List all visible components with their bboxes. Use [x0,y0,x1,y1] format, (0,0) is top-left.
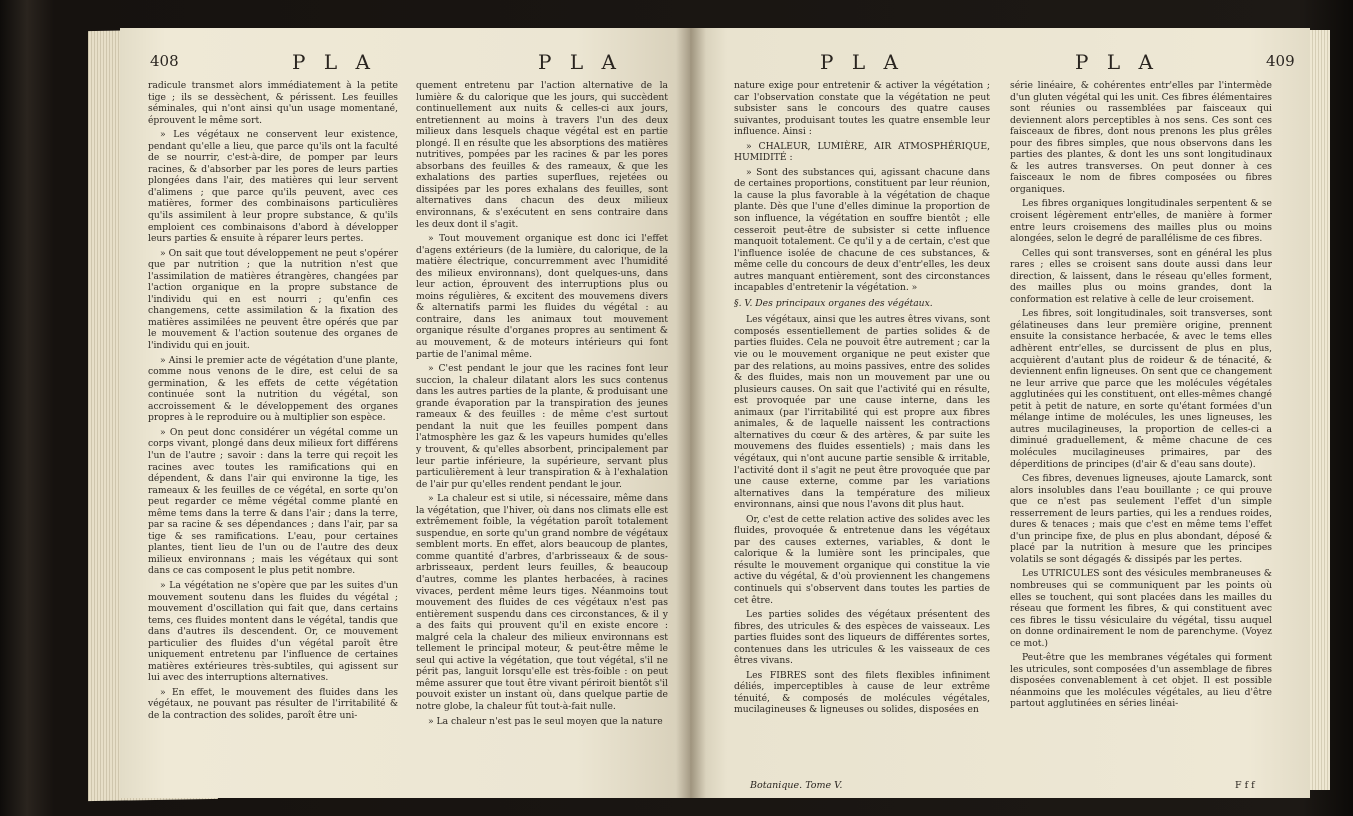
paragraph: Ces fibres, devenues ligneuses, ajoute Lamarck, sont alors insolubles dans l'eau bouillante ; ce qui prouve que ce n'est pas seulement l'effet d'un simple resserrement de leurs parties, qui les a rendues roides, dures & tenaces ; mais que c'est en même tems l'effet d'un principe fixe, de plus en plus abondant, déposé & placé par la nutrition à mesure que les principes volatils se sont dégagés & dissipés par les pertes. [1010,473,1272,565]
running-head: P L A [820,50,904,74]
paragraph: » On peut donc considérer un végétal comme un corps vivant, plongé dans deux milieux fort différens l'un de l'autre ; savoir : dans la terre qui reçoit les racines avec toutes les ramifications qui en dépendent, & dans l'air qui environne la tige, les rameaux & les feuilles de ce végétal, en sorte qu'on peut regarder ce même végétal comme planté en même tems dans la terre & dans l'air ; dans la terre, par sa racine & ses dépendances ; dans l'air, par sa tige & ses ramifications. L'eau, pour certaines plantes, tient lieu de l'un ou de l'autre des deux milieux environnans ; mais les végétaux qui sont dans ce cas composent le plus petit nombre. [148,426,398,577]
paragraph: » C'est pendant le jour que les racines font leur succion, la chaleur dilatant alors les sucs contenus dans les autres parties de la plante, & produisant une grande évaporation par la transpiration des jeunes rameaux & des feuilles : de même c'est surtout pendant la nuit que les feuilles pompent dans l'atmosphère les gaz & les vapeurs humides qu'elles y trouvent, & qu'elles absorbent, principalement par leur partie inférieure, la supérieure, servant plus particulièrement à leur transpiration & à l'exhalation de l'air pur qu'elles rendent pendant le jour. [416,363,668,490]
left-page [120,28,690,798]
text-column-2 [1010,80,1272,788]
paragraph: Les UTRICULES sont des vésicules membraneuses & nombreuses qui se communiquent par les points où elles se touchent, qui sont placées dans les mailles du réseau que forment les fibres, & qui constituent avec ces fibres le tissu vésiculaire du végétal, tissu auquel on donne ordinairement le nom de parenchyme. (Voyez ce mot.) [1010,568,1272,649]
paragraph: » CHALEUR, LUMIÈRE, AIR ATMOSPHÉRIQUE, HUMIDITÉ : [734,140,990,164]
paragraph: Or, c'est de cette relation active des solides avec les fluides, provoquée & entretenue dans les végétaux par des causes externes, variables, & dont le calorique & la lumière sont les principales, que résulte le mouvement organique qui constitue la vie active du végétal, & d'où proviennent les changemens continuels qui s'observent dans toutes les parties de cet être. [734,513,990,606]
footer-signature: F f f [1235,780,1255,791]
running-head-col2: P L A [1075,50,1159,74]
paragraph: » Tout mouvement organique est donc ici l'effet d'agens extérieurs (de la lumière, du calorique, de la matière électrique, concurremment avec l'humidité des milieux environnans), dont quelques-uns, dans leur action, éprouvent des interruptions plus ou moins régulières, & excitent des mouvemens divers & alternatifs parmi les fluides du végétal : au contraire, dans les animaux tout mouvement organique résulte d'organes propres au sentiment & au mouvement, & de moteurs intérieurs qui font partie de l'animal même. [416,233,668,360]
page-number: 408 [150,52,179,70]
text-column-1 [734,80,990,788]
paragraph: Peut-être que les membranes végétales qui forment les utricules, sont composées d'un assemblage de fibres disposées convenablement à cet objet. Il est possible néanmoins que les molécules végétales, au lieu d'être partout agglutinées en séries linéai- [1010,652,1272,710]
paragraph: Celles qui sont transverses, sont en général les plus rares ; elles se croisent sans doute aussi dans leur direction, & laissent, dans le réseau qu'elles forment, des mailles plus ou moins grandes, dont la conformation est relative à celle de leur croisement. [1010,247,1272,305]
paragraph: » La végétation ne s'opère que par les suites d'un mouvement soutenu dans les fluides du végétal ; mouvement d'oscillation qui fait que, dans certains tems, ces fluides montent dans le végétal, tandis que dans d'autres ils descendent. Or, ce mouvement particulier des fluides d'un végétal paroît être uniquement entretenu par l'influence de certaines matières extérieures très-subtiles, qui agissent sur lui avec des interruptions alternatives. [148,579,398,684]
footer-volume: Botanique. Tome V. [750,780,843,791]
paragraph: nature exige pour entretenir & activer la végétation ; car l'observation constate que la végétation ne peut subsister sans le concours des quatre causes suivantes, produisant toutes les quatre ensemble leur influence. Ainsi : [734,80,990,138]
paragraph: Les végétaux, ainsi que les autres êtres vivans, sont composés essentiellement de parties solides & de parties fluides. Cela ne pouvoit être autrement ; car la vie ou le mouvement organique ne peut exister que par des relations, au moins passives, entre des solides & des fluides, mais non un mouvement par une ou plusieurs causes. On sait que l'activité qui en résulte, est provoquée par une cause interne, dans les animaux (par l'irritabilité qui est propre aux fibres animales, & de laquelle naissent les contractions alternatives du cœur & des artères, & par suite les mouvemens des fluides essentiels) ; mais dans les végétaux, qui n'ont aucune partie sensible & irritable, l'activité dont il s'agit ne peut être provoquée que par une cause externe, comme par les variations alternatives dans la température des milieux environnans, ainsi que nous l'avons dit plus haut. [734,314,990,511]
paragraph: » La chaleur est si utile, si nécessaire, même dans la végétation, que l'hiver, où dans nos climats elle est extrêmement foible, la végétation paroît totalement suspendue, en sorte qu'un grand nombre de végétaux semblent morts. En effet, alors beaucoup de plantes, comme quantité d'arbres, d'arbrisseaux & de sous-arbrisseaux, perdent leurs feuilles, & beaucoup d'autres, comme les plantes herbacées, à racines vivaces, perdent même leurs tiges. Néanmoins tout mouvement des fluides de ces végétaux n'est pas entièrement suspendu dans ces circonstances, & il y a des faits qui prouvent qu'il en existe encore : malgré cela la chaleur des milieux environnans est tellement le principal moteur, & peut-être même le seul qui active la végétation, que tout végétal, s'il ne périt pas, languit lorsqu'elle est très-foible : on peut même assurer que tout être vivant périroit bientôt s'il pouvoit exister un instant où, dans quelque partie de notre globe, la chaleur fût tout-à-fait nulle. [416,493,668,712]
running-head: P L A [292,50,376,74]
paragraph: » Sont des substances qui, agissant chacune dans de certaines proportions, constituent par leur réunion, la cause la plus favorable à la végétation de chaque plante. Dès que l'une d'elles diminue la proportion de son influence, la végétation en souffre bientôt ; elle cesseroit peut-être de subsister si cette influence manquoit totalement. Ce qu'il y a de certain, c'est que l'influence isolée de chacune de ces substances, & même celle du concours de deux d'entr'elles, les deux autres manquant entièrement, sont des circonstances incapables d'entretenir la végétation. » [734,166,990,294]
paragraph: » On sait que tout développement ne peut s'opérer que par nutrition ; que la nutrition n'est que l'assimilation de matières étrangères, changées par l'action organique en la propre substance de l'individu qui en est nourri ; qu'enfin ces changemens, cette assimilation & la fixation des matières assimilées ne peuvent être opérés que par le mouvement & l'action soutenue des organes de l'individu qui en jouit. [148,247,398,352]
paragraph: §. V. Des principaux organes des végétaux. [734,297,933,309]
paragraph: Les fibres, soit longitudinales, soit transverses, sont gélatineuses dans leur première origine, prennent ensuite la consistance herbacée, & avec le tems elles adhèrent entr'elles, se durcissent de plus en plus, acquièrent d'autant plus de roideur & de ténacité, & deviennent enfin ligneuses. On sent que ce changement ne leur arrive que parce que les molécules végétales agglutinées qui les constituent, ont elles-mêmes changé petit à petit de nature, en sorte qu'étant formées d'un mélange intime de molécules, les unes ligneuses, les autres mucilagineuses, la proportion de celles-ci a diminué graduellement, & même chacune de ces molécules mucilagineuses primaires, par des déperditions de principes (d'air & d'eau sans doute). [1010,308,1272,470]
paragraph: quement entretenu par l'action alternative de la lumière & du calorique que les jours, qui succèdent continuellement aux nuits & celles-ci aux jours, entretiennent au moins à travers l'un des deux milieux dans lesquels chaque végétal est en partie plongé. Il en résulte que les absorptions des matières nutritives, pompées par les racines & par les pores absorbans des feuilles & des rameaux, & que les exhalations des parties superflues, rejetées ou dissipées par les pores exhalans des feuilles, sont alternatives dans chacun des deux milieux environnans, & s'exécutent en sens contraire dans les deux dont il s'agit. [416,80,668,230]
paragraph: radicule transmet alors immédiatement à la petite tige ; ils se dessèchent, & périssent. Les feuilles séminales, qui n'ont ainsi qu'un usage momentané, éprouvent le même sort. [148,80,398,126]
right-page [690,28,1310,798]
text-column-1 [148,80,398,788]
text-column-2 [416,80,668,788]
paragraph: série linéaire, & cohérentes entr'elles par l'intermède d'un gluten végétal qui les unit. Ces fibres élémentaires sont réunies ou rassemblées par faisceaux qui deviennent alors perceptibles à nos sens. Ces sont ces faisceaux de fibres, dont nous prenons les plus grêles pour des fibres simples, que nous observons dans les parties des plantes, & dont les uns sont longitudinaux & les autres transverses. On peut donner à ces faisceaux le nom de fibres composées ou fibres organiques. [1010,80,1272,195]
running-head-col2: P L A [538,50,622,74]
paragraph: Les FIBRES sont des filets flexibles infiniment déliés, imperceptibles à cause de leur extrême ténuité, & composés de molécules végétales, mucilagineuses & ligneuses ou solides, disposées en [734,669,990,716]
paragraph: » En effet, le mouvement des fluides dans les végétaux, ne pouvant pas résulter de l'irritabilité & de la contraction des solides, paroît être uni- [148,686,398,721]
paragraph: » Ainsi le premier acte de végétation d'une plante, comme nous venons de le dire, est celui de sa germination, & les effets de cette végétation continuée sont la nutrition du végétal, son accroissement & le développement des organes propres à le reproduire ou à multiplier son espèce. [148,354,398,424]
book-gutter [676,28,706,798]
paragraph: Les fibres organiques longitudinales serpentent & se croisent légèrement entr'elles, de manière à former entre leurs croisemens des mailles plus ou moins alongées, selon le degré de parallélisme de ces fibres. [1010,198,1272,245]
paragraph: » Les végétaux ne conservent leur existence, pendant qu'elle a lieu, que parce qu'ils ont la faculté de se nourrir, c'est-à-dire, de pomper par leurs racines, & d'absorber par les pores de leurs parties plongées dans l'air, des matières qui leur servent d'alimens ; que parce qu'ils peuvent, avec ces matières, former des combinaisons particulières qu'ils assimilent à leur propre substance, & qu'ils emploient ces combinaisons d'abord à développer leurs parties & ensuite à réparer leurs pertes. [148,129,398,245]
paragraph: Les parties solides des végétaux présentent des fibres, des utricules & des espèces de vaisseaux. Les parties fluides sont des liqueurs de différentes sortes, contenues dans les utricules & les vaisseaux de ces êtres vivans. [734,609,990,667]
page-number: 409 [1266,52,1295,70]
paragraph: » La chaleur n'est pas le seul moyen que la nature [428,715,663,727]
